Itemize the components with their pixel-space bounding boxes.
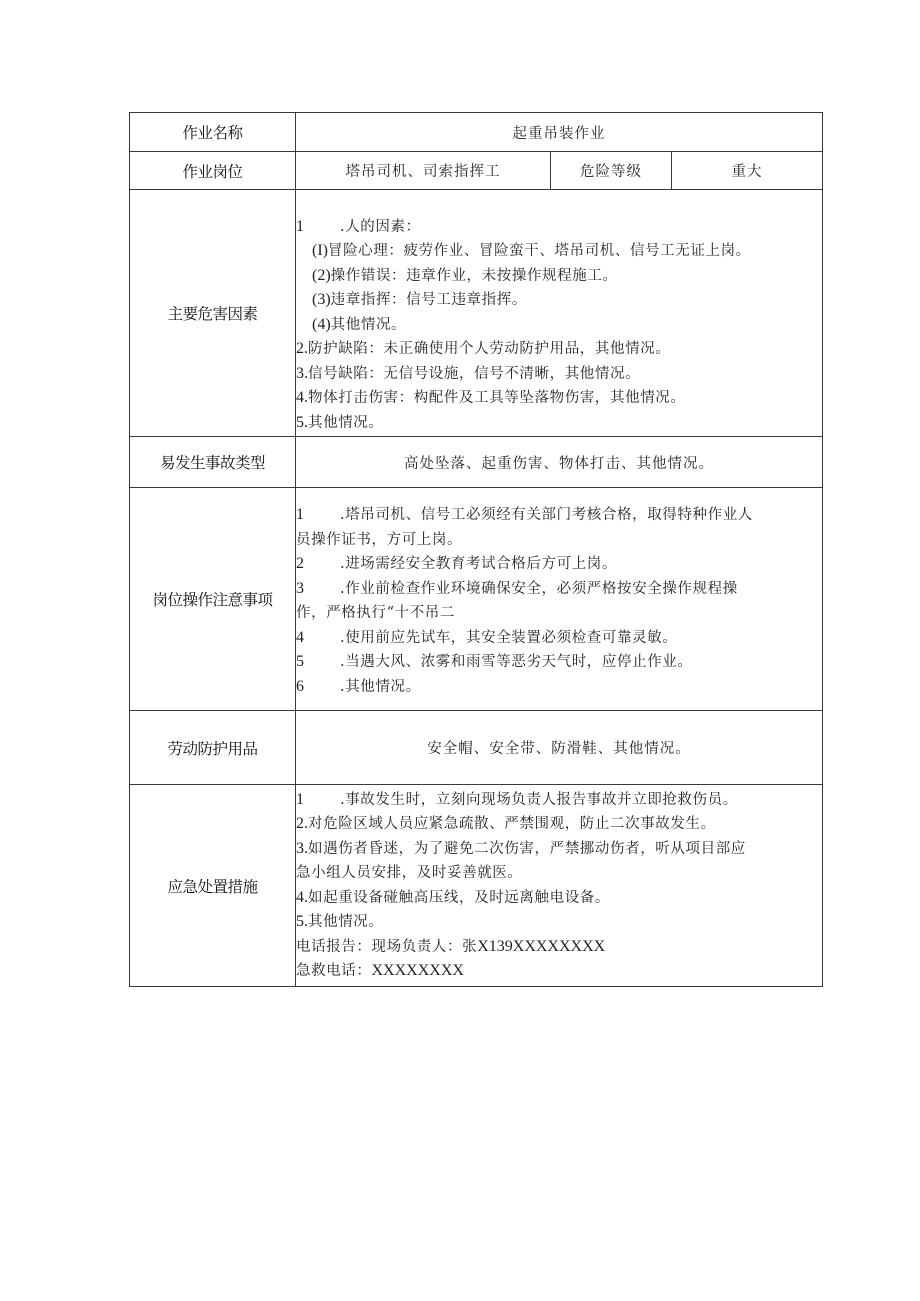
row-precautions: [130, 488, 823, 711]
hazard-line: 5.其他情况。: [296, 413, 384, 431]
phone-report-line: [296, 935, 822, 960]
rescue-phone-label: 急救电话：: [296, 963, 372, 979]
precaution-line-cont: 员操作证书，方可上岗。: [296, 531, 463, 548]
hazard-line: 4.物体打击伤害：构配件及工具等坠落物伤害，其他情况。: [296, 389, 686, 407]
accident-types-label: 易发生事故类型: [130, 437, 296, 488]
emergency-line: 2.对危险区域人员应紧急疏散、严禁围观，防止二次事故发生。: [296, 815, 716, 832]
row-hazards: [130, 190, 823, 437]
hazards-content: [296, 190, 823, 437]
rescue-phone-number: XXXXXXXX: [371, 962, 464, 979]
emergency-line: 4.如起重设备碰触高压线，及时远离触电设备。: [296, 888, 610, 906]
precaution-line: 2 .进场需经安全教育考试合格后方可上岗。: [296, 555, 618, 572]
emergency-content: [296, 785, 823, 987]
emergency-line: 3.如遇伤者昏迷，为了避免二次伤害，严禁挪动伤者，听从项目部应: [296, 839, 746, 857]
job-name-label: 作业名称: [130, 113, 296, 152]
precaution-line-cont: 作，严格执行“十不吊二: [296, 605, 456, 621]
rescue-phone-line: [296, 959, 822, 984]
hazard-line: 2.防护缺陷：未正确使用个人劳动防护用品，其他情况。: [296, 340, 671, 358]
row-job-post: [130, 152, 823, 190]
precaution-line: 4 .使用前应先试车，其安全装置必须检查可靠灵敏。: [296, 628, 678, 646]
job-safety-table: [129, 112, 823, 987]
job-name-value: 起重吊装作业: [296, 113, 823, 152]
emergency-line-cont: 急小组人员安排，及时妥善就医。: [296, 865, 523, 881]
hazard-line: (2)操作错误：违章作业，未按操作规程施工。: [312, 266, 618, 284]
precaution-line: 6 .其他情况。: [296, 677, 421, 695]
precautions-label: 岗位操作注意事项: [130, 488, 296, 711]
hazard-line: 3.信号缺陷：无信号设施，信号不清晰，其他情况。: [296, 364, 641, 382]
hazards-label: 主要危害因素: [130, 190, 296, 437]
job-safety-card: [129, 112, 822, 987]
hazard-line: (I)冒险心理：疲劳作业、冒险蛮干、塔吊司机、信号工无证上岗。: [312, 242, 751, 260]
row-accident-types: [130, 437, 823, 488]
row-ppe: [130, 711, 823, 785]
phone-report-number: X139XXXXXXXX: [477, 937, 606, 955]
job-post-value: 塔吊司机、司索指挥工: [296, 152, 551, 190]
risk-level-label: 危险等级: [551, 152, 672, 190]
hazard-line: (4)其他情况。: [312, 315, 407, 333]
precaution-line: 1 .塔吊司机、信号工必须经有关部门考核合格，取得特种作业人: [296, 506, 753, 523]
row-emergency: [130, 785, 823, 987]
ppe-label: 劳动防护用品: [130, 711, 296, 785]
precaution-line: 5 .当遇大风、浓雾和雨雪等恶劣天气时，应停止作业。: [296, 653, 693, 670]
precaution-line: 3 .作业前检查作业环境确保安全，必须严格按安全操作规程操: [296, 579, 738, 597]
hazard-line: (3)违章指挥：信号工违章指挥。: [312, 291, 527, 309]
emergency-line: 1 .事故发生时，立刻向现场负责人报告事故并立即抢救伤员。: [296, 790, 738, 808]
ppe-value: 安全帽、安全带、防滑鞋、其他情况。: [296, 711, 823, 785]
precautions-content: [296, 488, 823, 711]
row-job-name: [130, 113, 823, 152]
emergency-label: 应急处置措施: [130, 785, 296, 987]
accident-types-value: 高处坠落、起重伤害、物体打击、其他情况。: [296, 437, 823, 488]
job-post-label: 作业岗位: [130, 152, 296, 190]
risk-level-value: 重大: [672, 152, 823, 190]
hazard-line: 1 .人的因素：: [296, 217, 421, 235]
emergency-line: 5.其他情况。: [296, 913, 384, 930]
phone-report-label: 电话报告：现场负责人：张: [296, 938, 478, 955]
